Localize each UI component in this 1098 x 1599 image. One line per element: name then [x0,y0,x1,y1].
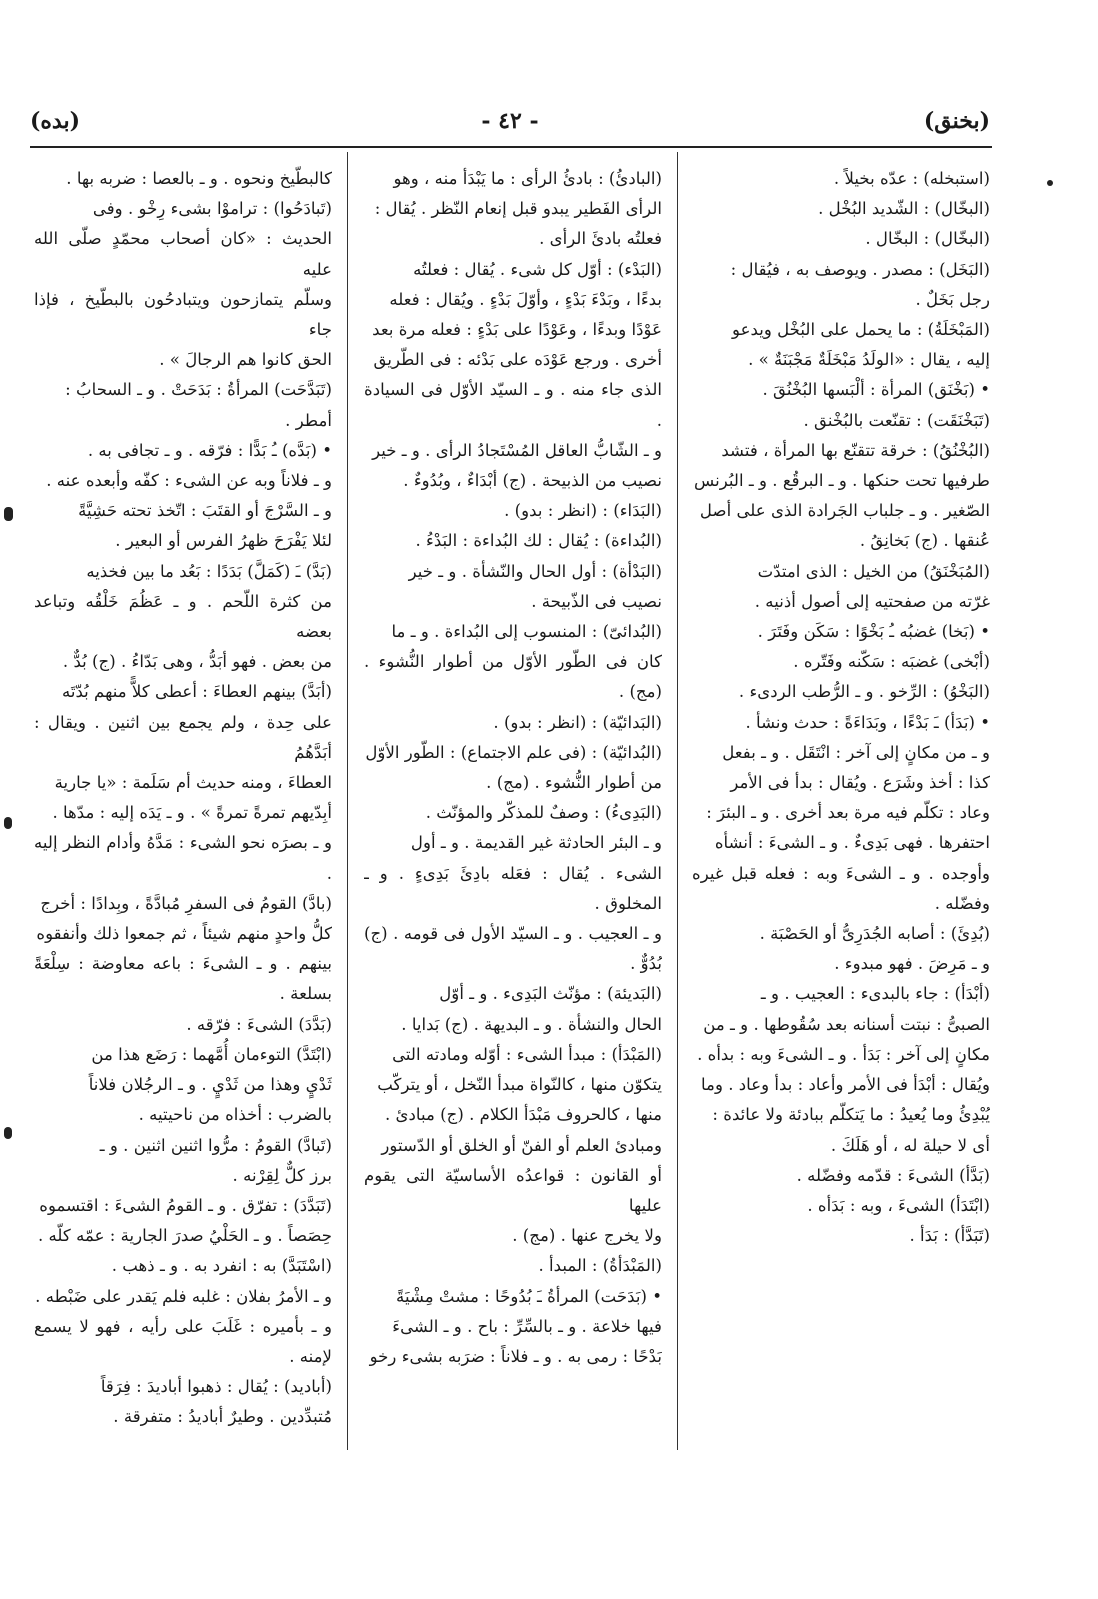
entry-line: مُتبدِّدين . وطيرٌ أباديدُ : متفرقة . [113,1407,332,1427]
entry-line: الرأى الفَطير يبدو قبل إنعام النّظر . يُقال : [374,199,662,219]
column-left [34,164,332,1454]
entry-line: • (بَخا) غضبُه ـُ بَخْوًا : سَكَن وفَتَرَ . [757,622,990,642]
entry-line: • (بَخْنَق) المرأة : ألْبَسها البُخْنُقَ . [762,380,990,400]
entry-line: حِصَصاً . و ـ الحَلْيُ صدرَ الجارية : عمّه كلّه . [37,1226,332,1246]
scan-speck [1047,180,1053,186]
entry-line: • (بَدَحَت) المرأةُ ـَ بُدُوحًا : مشتْ مِشْيَةً [396,1286,662,1306]
entry-line: و ـ مَرِضَ . فهو مبدوء . [834,954,990,974]
entry-line: (البُخْنُقُ) : خرقة تتقنّع بها المرأة ، فتشد [721,440,990,460]
column-middle [364,164,662,1454]
entry-line: عَوْدًا وبدءًا ، وعَوْدًا على بَدْءٍ : فعله مرة بعد [372,320,662,340]
entry-line: (بَدَّ) ـَ (كَمَلَّ) بَدَدًا : بَعُد ما بين فخذيه [86,561,332,581]
entry-line: (البُداءة) : يُقال : لك البُداءة : البَدْءُ . [415,531,662,551]
entry-line: (البَدْء) : أوّل كل شىء . يُقال : فعلتُه [413,259,662,279]
entry-line: و ـ البئر الحادثة غير القديمة . و ـ أول [410,833,662,853]
columns-container [30,152,992,1452]
entry-line: (المَبْخَلَةُ) : ما يحمل على البُخْل ويدعو [732,320,990,340]
entry-line: الحق كانوا هم الرجالَ » . [159,350,332,370]
entry-line: وسلّم يتمازحون ويتبادحُون بالبطّيخ ، فإذا جاء [34,289,332,340]
entry-line: الحديث : «كان أصحاب محمّدٍ صلّى الله عليه [34,229,332,279]
entry-line: و ـ بأميره : غَلَبَ على رأيه ، فهو لا يسمع لإمنه . [34,1316,332,1366]
entry-line: و ـ فلاناً وبه عن الشىء : كفّه وأبعده عنه . [46,471,332,491]
entry-line: بالضرب : أخذاه من ناحيتيه . [138,1105,332,1125]
column-divider [347,152,348,1450]
column-divider [677,152,678,1450]
entry-line: (البخّال) : الشّديد البُخْل . [818,199,990,219]
entry-line: منها ، كالحروف مَبْدَأ الكلام . (ج) مبادئ . [384,1105,662,1125]
entry-line: وأوجده . و ـ الشىءَ وبه : فعله قبل غيره وفضّله . [692,863,990,913]
entry-line: و ـ من مكانٍ إلى آخر : انْتَقَل . و ـ بفعل [722,742,990,762]
entry-line: يُبْدِئُ وما يُعيدُ : ما يَتكلّم ببادئة ولا عائدة : [712,1105,990,1125]
column-right [692,164,990,1454]
guide-word-left: (بده) [30,108,81,134]
entry-line: و ـ بصرَه نحو الشىء : مَدَّهُ وأدام النظر إليه . [34,833,332,883]
entry-line: (بُدِئَ) : أصابه الجُدَرِىُّ أو الحَصْبَة . [759,924,990,944]
entry-line: (البَدائيّة) : (انظر : بدو) . [493,712,662,732]
scan-speck [4,817,12,829]
entry-line: أو القانون : قواعدُه الأساسيّة التى يقوم عليها [364,1165,662,1215]
entry-line: ومبادئ العلم أو الفنّ أو الخلق أو الدّستور [381,1135,662,1155]
entry-line: الذى جاء منه . و ـ السيّد الأوّل فى السيادة . [364,380,662,430]
entry-line: (ابْتَدَأ) الشىءَ ، وبه : بَدَأه . [807,1195,990,1215]
guide-word-right: (بخنق) [923,108,990,134]
entry-line: كان فى الطّور الأوّل من أطوار النُّشوء . (مج) . [364,652,662,702]
entry-line: عُنقها . (ج) بَخانِقُ . [859,531,990,551]
page-header [30,108,990,144]
entry-line: من كثرة اللّحم . و ـ عَظُمَ خَلْقُه وتباعد بعضه [34,591,332,642]
entry-line: (البخّال) : البخّال . [865,229,990,249]
entry-line: لئلا يَفْرَحَ ظهرُ الفرس أو البعير . [115,531,332,551]
entry-line: (تَبَدَّأ) : بَدَأ . [909,1226,990,1246]
entry-line: ولا يخرج عنها . (مج) . [512,1226,662,1246]
entry-line: (البَدَاء) : (انظر : بدو) . [504,501,662,521]
entry-line: مكانٍ إلى آخر : بَدَأ . و ـ الشىءَ وبه : بدأه . [697,1044,990,1064]
entry-line: (البَخْوُ) : الرِّخو . و ـ الرُّطب الردىء . [738,682,990,702]
entry-line: (أبْخى) غضبَه : سَكّنه وفَتّره . [793,652,990,672]
entry-line: • (بَدَّه) ـُ بَدًّا : فرّقه . و ـ تجافى به . [87,440,332,460]
entry-line: أخرى . ورجع عَوْدَه على بَدْئه : فى الطّريق [373,350,662,370]
entry-line: كذا : أخذ وشَرَع . ويُقال : بدأ فى الأمر [730,773,990,793]
entry-line: احتفرها . فهى بَدِىءٌ . و ـ الشىءَ : أنشأه [714,833,990,853]
entry-line: و ـ الأمرُ بفلان : غلبه فلم يَقدر على ضَبْطه . [35,1286,332,1306]
entry-line: ويُقال : أبْدَأ فى الأمر وأعاد : بدأ وعاد . وما [701,1075,990,1095]
entry-line: (ابْتَدَّ) التوءمان أُمَّهما : رَضَع هذا من [91,1044,332,1064]
entry-line: (استبخله) : عدّه بخيلاً . [833,169,990,188]
entry-line: الحال والنشأة . و ـ البديهة . (ج) بَدايا . [401,1014,662,1034]
entry-line: (تَبَخْنَقَت) : تقنّعت بالبُخْنق . [803,410,990,430]
entry-line: كلُّ واحدٍ منهم شيئاً ، ثم جمعوا ذلك وأنفقوه [36,924,332,944]
entry-line: أمطر . [285,410,332,430]
entry-line: غرّته من صفحتيه إلى أصول أذنيه . [754,591,990,611]
entry-line: • (بَدَأ) ـَ بَدْءًا ، وبَدَاءَةً : حدث ونشأ . [745,712,990,732]
entry-line: (المُبَخْنَقُ) من الخيل : الذى امتدّت [757,561,990,581]
entry-line: و ـ العجيب . و ـ السيّد الأول فى قومه . (ج) بُدُوٌّ . [364,924,662,974]
entry-line: (بادَّ) القومُ فى السفرِ مُبادَّةً ، وبِدادًا : أخرج [40,893,332,913]
entry-line: (أبَدَّ) بينهم العطاءَ : أعطى كلاًّ منهم بُدّتَه [61,682,332,702]
entry-line: (تَبادَّ) القومُ : مرُّوا اثنين اثنين . و ـ [99,1135,332,1155]
entry-line: (أبْدَأ) : جاء بالبدىء : العجيب . و ـ [760,984,990,1004]
scan-speck [4,507,13,521]
entry-line: نصيب من الذبيحة . (ج) أبْدَاءٌ ، وبُدُوءٌ . [403,471,662,491]
entry-line: أى لا حيلة له ، أو هَلَكَ . [830,1135,990,1155]
entry-line: الشىء . يُقال : فعَله بادِئَ بَدِىءٍ . و ـ المخلوق . [364,863,662,913]
entry-line: (بَدَّدَ) الشىءَ : فرّقه . [186,1014,332,1034]
entry-line: من بعض . فهو أبَدُّ ، وهى بَدّاءُ . (ج) بُدٌّ . [62,652,332,672]
entry-line: الصّغير . و ـ جلباب الجَرادة الذى على أصل [699,501,990,521]
entry-line: نصيب فى الذّبيحة . [531,591,662,611]
entry-line: (بَدَّأ) الشىءَ : قدّمه وفضّله . [796,1165,990,1185]
entry-line: (البُدائيّة) : (فى علم الاجتماع) : الطّور الأوّل [365,742,662,762]
header-rule [30,146,992,148]
entry-line: إليه ، يقال : «الولَدُ مَبْخَلَةٌ مَجْبَنَةٌ » . [748,350,990,370]
entry-line: و ـ السَّرْجَ أو القتَبَ : اتّخذ تحته حَشِيَّةً [78,501,332,521]
entry-line: برز كلٌّ لِقِرْنه . [232,1165,332,1185]
entry-line: (تَبَدَّحَت) المرأةُ : بَدَحَتْ . و ـ السحابُ : [65,380,332,400]
entry-line: و ـ الشّابُّ العاقل المُسْتَجادُ الرأى . و ـ خير [372,440,662,460]
entry-line: (البَدِىءُ) : وصفٌ للمذكّر والمؤنّث . [425,803,662,823]
entry-line: بَدْحًا : رمى به . و ـ فلاناً : ضرَبه بشىء رخو [369,1346,662,1366]
entry-line: (البَديئة) : مؤنّث البَدِىء . و ـ أوّل [439,984,662,1004]
entry-line: (أباديد) : يُقال : ذهبوا أباديدَ : فِرَقاً [100,1377,332,1397]
entry-line: بدءًا ، وبَدْءَ بَدْءٍ ، وأوّلَ بَدْءٍ . ويُقال : فعله [389,289,662,309]
entry-line: رجل بَخَلٌ . [915,289,990,309]
entry-line: فيها خلاعة . و ـ بالسِّرِّ : باح . و ـ الشىءَ [392,1316,662,1336]
entry-line: (البَدْأة) : أول الحال والنّشأة . و ـ خير [408,561,662,581]
entry-line: على حِدة ، ولم يجمع بين اثنين . ويقال : أبَدَّهُمُ [34,712,332,762]
entry-line: فعلتُه بادئَ الرأى . [539,229,662,249]
entry-line: ثَدْيٍ وهذا من ثَدْيٍ . و ـ الرجُلان فلاناً [88,1075,332,1095]
entry-line: (تَبَدَّدَ) : تفرّق . و ـ القومُ الشىءَ : اقتسموه [39,1195,332,1215]
entry-line: كالبطّيخ ونحوه . و ـ بالعصا : ضربه بها . [66,169,332,188]
scan-speck [4,1127,12,1139]
entry-line: العطاءَ ، ومنه حديث أم سَلَمة : «يا جارية [54,773,332,793]
entry-line: وعاد : تكلّم فيه مرة بعد أخرى . و ـ البئرَ : [706,803,990,823]
entry-line: (البادئُ) : بادئُ الرأى : ما يَبْدَأ منه ، وهو [393,169,662,188]
entry-line: (المَبْدَأةُ) : المبدأ . [538,1256,662,1276]
entry-line: (تَبادَحُوا) : تراموْا بشىء رِخْو . وفى [92,199,332,219]
entry-line: (البُدائىّ) : المنسوب إلى البُداءة . و ـ ما [391,622,662,642]
entry-line: أبِدّيهم تمرةً تمرةً » . و ـ يَدَه إليه : مدّها . [52,803,332,823]
entry-line: (المَبْدَأ) : مبدأ الشىء : أوّله ومادته التى [392,1044,662,1064]
entry-line: من أطوار النُّشوء . (مج) . [486,773,662,793]
entry-line: بينهم . و ـ الشىءَ : باعه معاوضة : سِلْعَةً بسلعة . [34,954,332,1004]
entry-line: (البَخَل) : مصدر . ويوصف به ، فيُقال : [730,259,990,279]
entry-line: (اسْتَبَدَّ) به : انفرد به . و ـ ذهب . [111,1256,332,1276]
page-number: - ٤٢ - [481,108,539,134]
entry-line: يتكوّن منها ، كالنّواة مبدأ النّخل ، أو يتركّب [377,1075,662,1095]
entry-line: الصبىُّ : نبتت أسنانه بعد سُقُوطها . و ـ من [703,1014,990,1034]
entry-line: طرفيها تحت حنكها . و ـ البرقُع . و ـ البُرنس [693,471,990,491]
